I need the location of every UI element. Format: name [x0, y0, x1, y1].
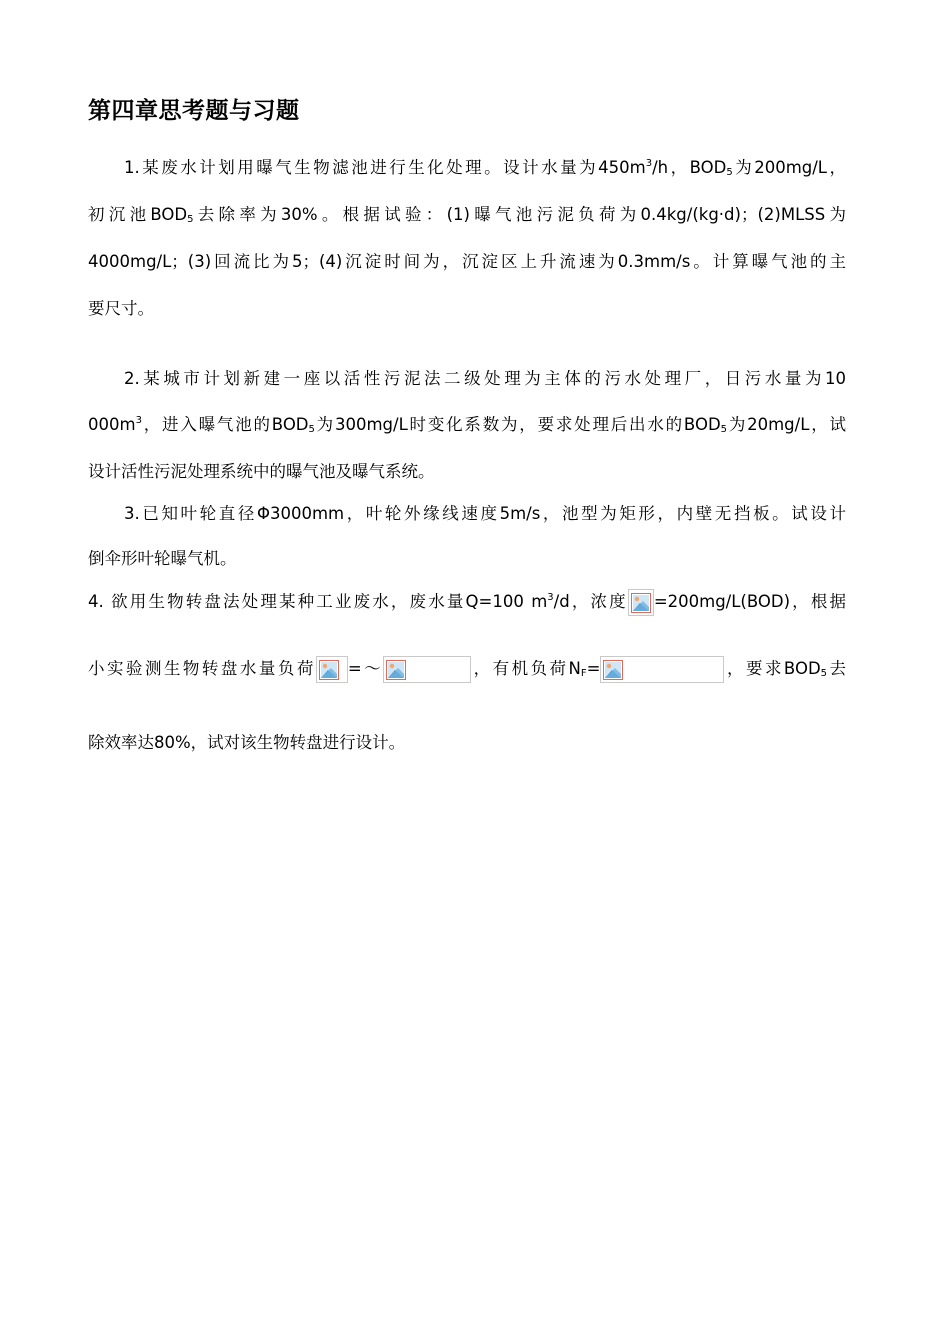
- q3-line-1: 3.已知叶轮直径Φ3000mm，叶轮外缘线速度5m/s，池型为矩形，内壁无挡板。试设计: [124, 504, 846, 523]
- q4-line-2: 小实验测生物转盘水量负荷 =～ ，有机负荷$N_F=$ ，要求$BOD_5$去: [88, 656, 846, 683]
- broken-image-icon: [383, 656, 471, 683]
- q2-line-3: 设计活性污泥处理系统中的曝气池及曝气系统。: [88, 462, 435, 481]
- chapter-title: 第四章思考题与习题: [88, 98, 300, 124]
- q3-line-2: 倒伞形叶轮曝气机。: [88, 549, 237, 568]
- broken-image-icon: [628, 589, 654, 616]
- q4-line-3: 除效率达80%，试对该生物转盘进行设计。: [88, 733, 406, 752]
- broken-image-icon: [316, 656, 348, 683]
- q4-line-1: 4. 欲用生物转盘法处理某种工业废水，废水量Q=100 $m^3/d$，浓度 =200mg/L(BOD)，根据: [88, 589, 846, 616]
- q2-line-1: 2.某城市计划新建一座以活性污泥法二级处理为主体的污水处理厂，日污水量为10: [124, 369, 846, 388]
- q1-line-3: 4000mg/L；(3)回流比为5；(4)沉淀时间为，沉淀区上升流速为0.3mm/s。计算曝气池的主: [88, 252, 846, 271]
- q1-line-2: 初沉池$BOD_5$去除率为30%。根据试验：(1)曝气池污泥负荷为0.4kg/(kg·d)；(2)MLSS为: [88, 205, 846, 225]
- q1-line-1: 1.某废水计划用曝气生物滤池进行生化处理。设计水量为$450m^3/h$，$BOD_5$为200mg/L，: [124, 158, 846, 178]
- q2-line-2: $000m^3$，进入曝气池的$BOD_5$为300mg/L时变化系数为，要求处理后出水的$BOD_5$为20mg/L，试: [88, 415, 846, 435]
- q1-line-4: 要尺寸。: [88, 299, 154, 318]
- broken-image-icon: [600, 656, 724, 683]
